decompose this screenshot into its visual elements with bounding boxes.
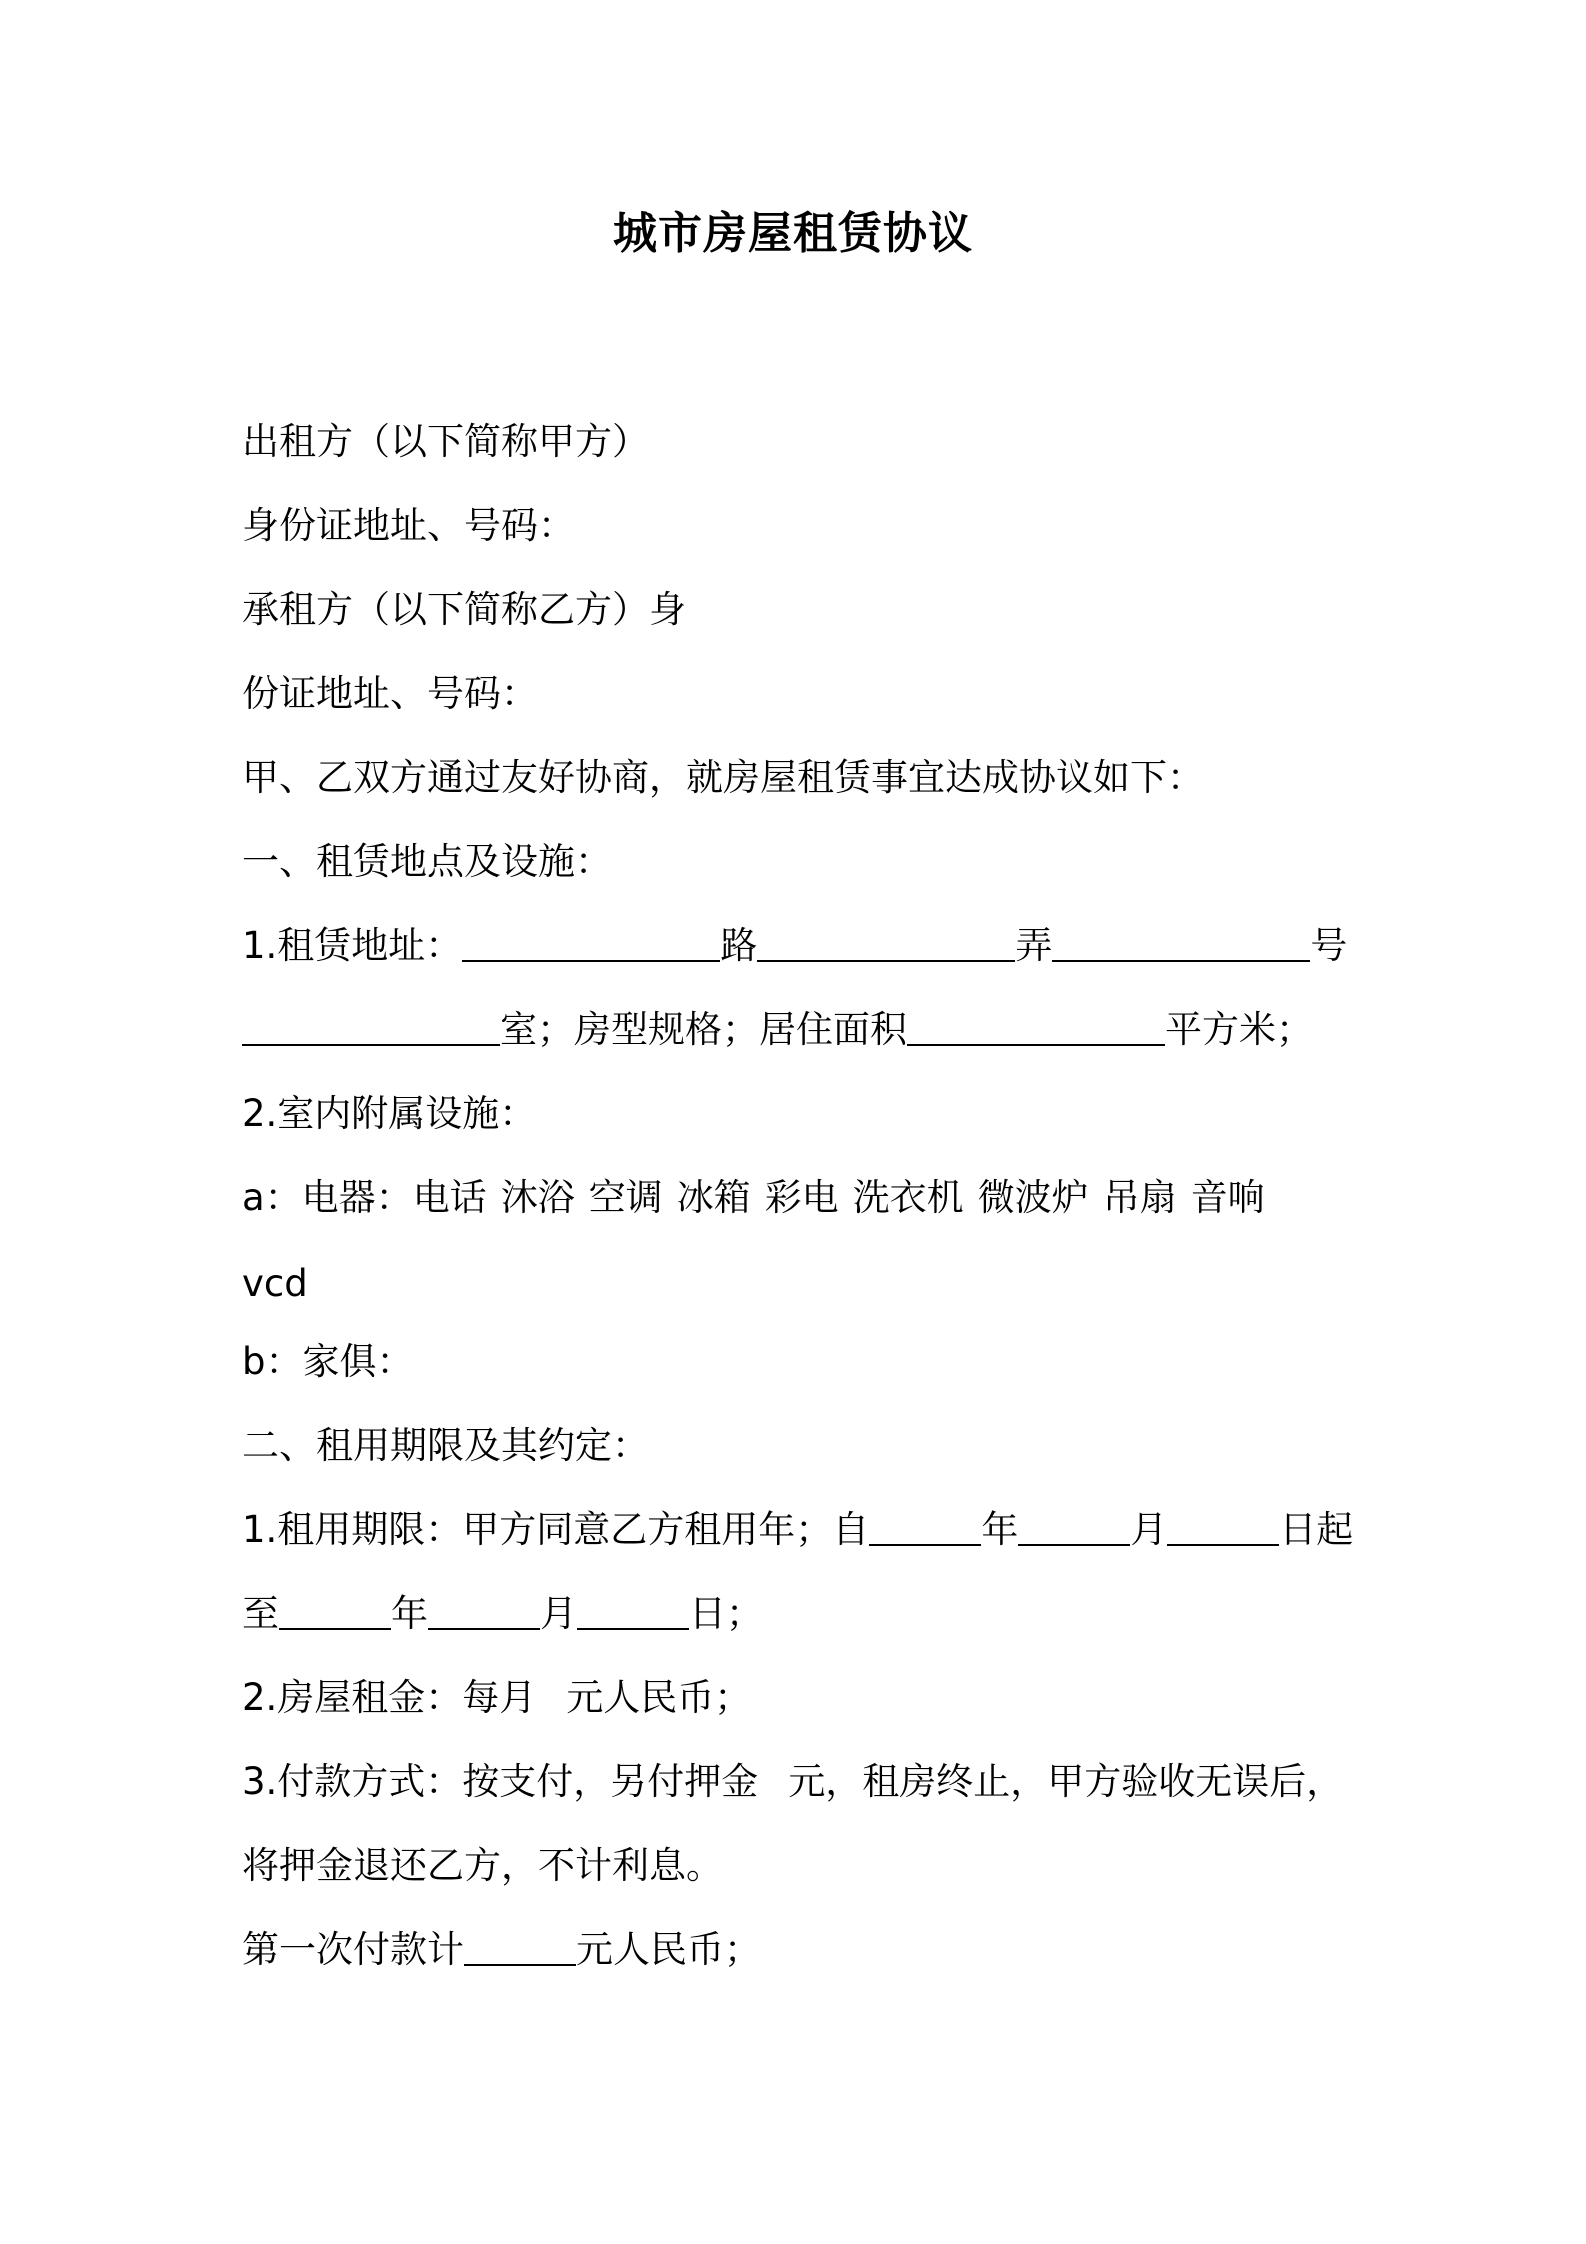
appliance-item: 电话 — [412, 1176, 487, 1219]
appliance-item: 彩电 — [764, 1176, 839, 1219]
year-label: 年 — [981, 1508, 1019, 1551]
lessor-line: 出租方（以下简称甲方） — [242, 420, 649, 463]
end-day-blank — [577, 1594, 689, 1630]
lessee-line: 承租方（以下简称乙方）身 — [242, 588, 686, 631]
intro-line: 甲、乙双方通过友好协商，就房屋租赁事宜达成协议如下： — [242, 756, 1204, 799]
section-1-heading: 一、租赁地点及设施： — [242, 840, 612, 883]
year-label: 年 — [391, 1592, 428, 1635]
payment-line — [242, 1762, 1392, 1802]
number-label: 号 — [1310, 924, 1348, 967]
deposit-return-line: 将押金退还乙方，不计利息。 — [242, 1844, 723, 1887]
payment-label: 3.付款方式：按支付，另付押金 — [242, 1760, 759, 1803]
lessor-id-line: 身份证地址、号码： — [242, 504, 575, 547]
first-payment-unit: 元人民币； — [576, 1928, 761, 1971]
to-label: 至 — [242, 1592, 279, 1635]
appliance-item: 微波炉 — [977, 1176, 1089, 1219]
rent-line — [242, 1678, 1392, 1718]
lane-label: 弄 — [1015, 924, 1053, 967]
rent-label: 2.房屋租金：每月 — [242, 1676, 537, 1719]
road-blank — [462, 926, 720, 962]
appliance-item: 冰箱 — [676, 1176, 751, 1219]
furniture-line: b：家俱： — [242, 1340, 414, 1383]
end-year-blank — [279, 1594, 391, 1630]
appliances-label: a：电器： — [242, 1176, 413, 1219]
facilities-heading: 2.室内附属设施： — [242, 1092, 537, 1135]
appliance-item: 吊扇 — [1102, 1176, 1177, 1219]
document-title: 城市房屋租赁协议 — [613, 208, 973, 259]
room-label: 室；房型规格；居住面积 — [500, 1008, 907, 1051]
appliance-item: 音响 — [1190, 1176, 1265, 1219]
area-blank — [907, 1010, 1165, 1046]
lease-term-line — [242, 1510, 1392, 1550]
month-label: 月 — [540, 1592, 577, 1635]
lane-blank — [757, 926, 1015, 962]
room-area-line — [242, 1010, 1392, 1050]
day-start-label: 日起 — [1279, 1508, 1354, 1551]
lessee-id-line: 份证地址、号码： — [242, 672, 538, 715]
room-blank — [242, 1010, 500, 1046]
month-label: 月 — [1130, 1508, 1168, 1551]
start-month-blank — [1018, 1510, 1130, 1546]
end-month-blank — [428, 1594, 540, 1630]
appliance-item: 沐浴 — [500, 1176, 575, 1219]
deposit-text: 元，租房终止，甲方验收无误后， — [788, 1760, 1344, 1803]
first-payment-blank — [464, 1930, 576, 1966]
area-unit: 平方米； — [1165, 1008, 1313, 1051]
vcd-line: vcd — [242, 1262, 308, 1305]
first-payment-label: 第一次付款计 — [242, 1928, 464, 1971]
appliance-item: 洗衣机 — [852, 1176, 964, 1219]
rental-address-label: 1.租赁地址： — [242, 924, 463, 967]
rental-address-line — [242, 926, 1392, 966]
section-2-heading: 二、租用期限及其约定： — [242, 1424, 649, 1467]
start-year-blank — [869, 1510, 981, 1546]
lease-term-text: 1.租用期限：甲方同意乙方租用年；自 — [242, 1508, 870, 1551]
appliance-item: 空调 — [588, 1176, 663, 1219]
appliances-line — [242, 1178, 1392, 1218]
number-blank — [1052, 926, 1310, 962]
rent-unit: 元人民币； — [566, 1676, 752, 1719]
first-payment-line — [242, 1930, 1392, 1970]
road-label: 路 — [720, 924, 758, 967]
day-end-label: 日； — [689, 1592, 763, 1635]
start-day-blank — [1167, 1510, 1279, 1546]
lease-end-line — [242, 1594, 1392, 1634]
